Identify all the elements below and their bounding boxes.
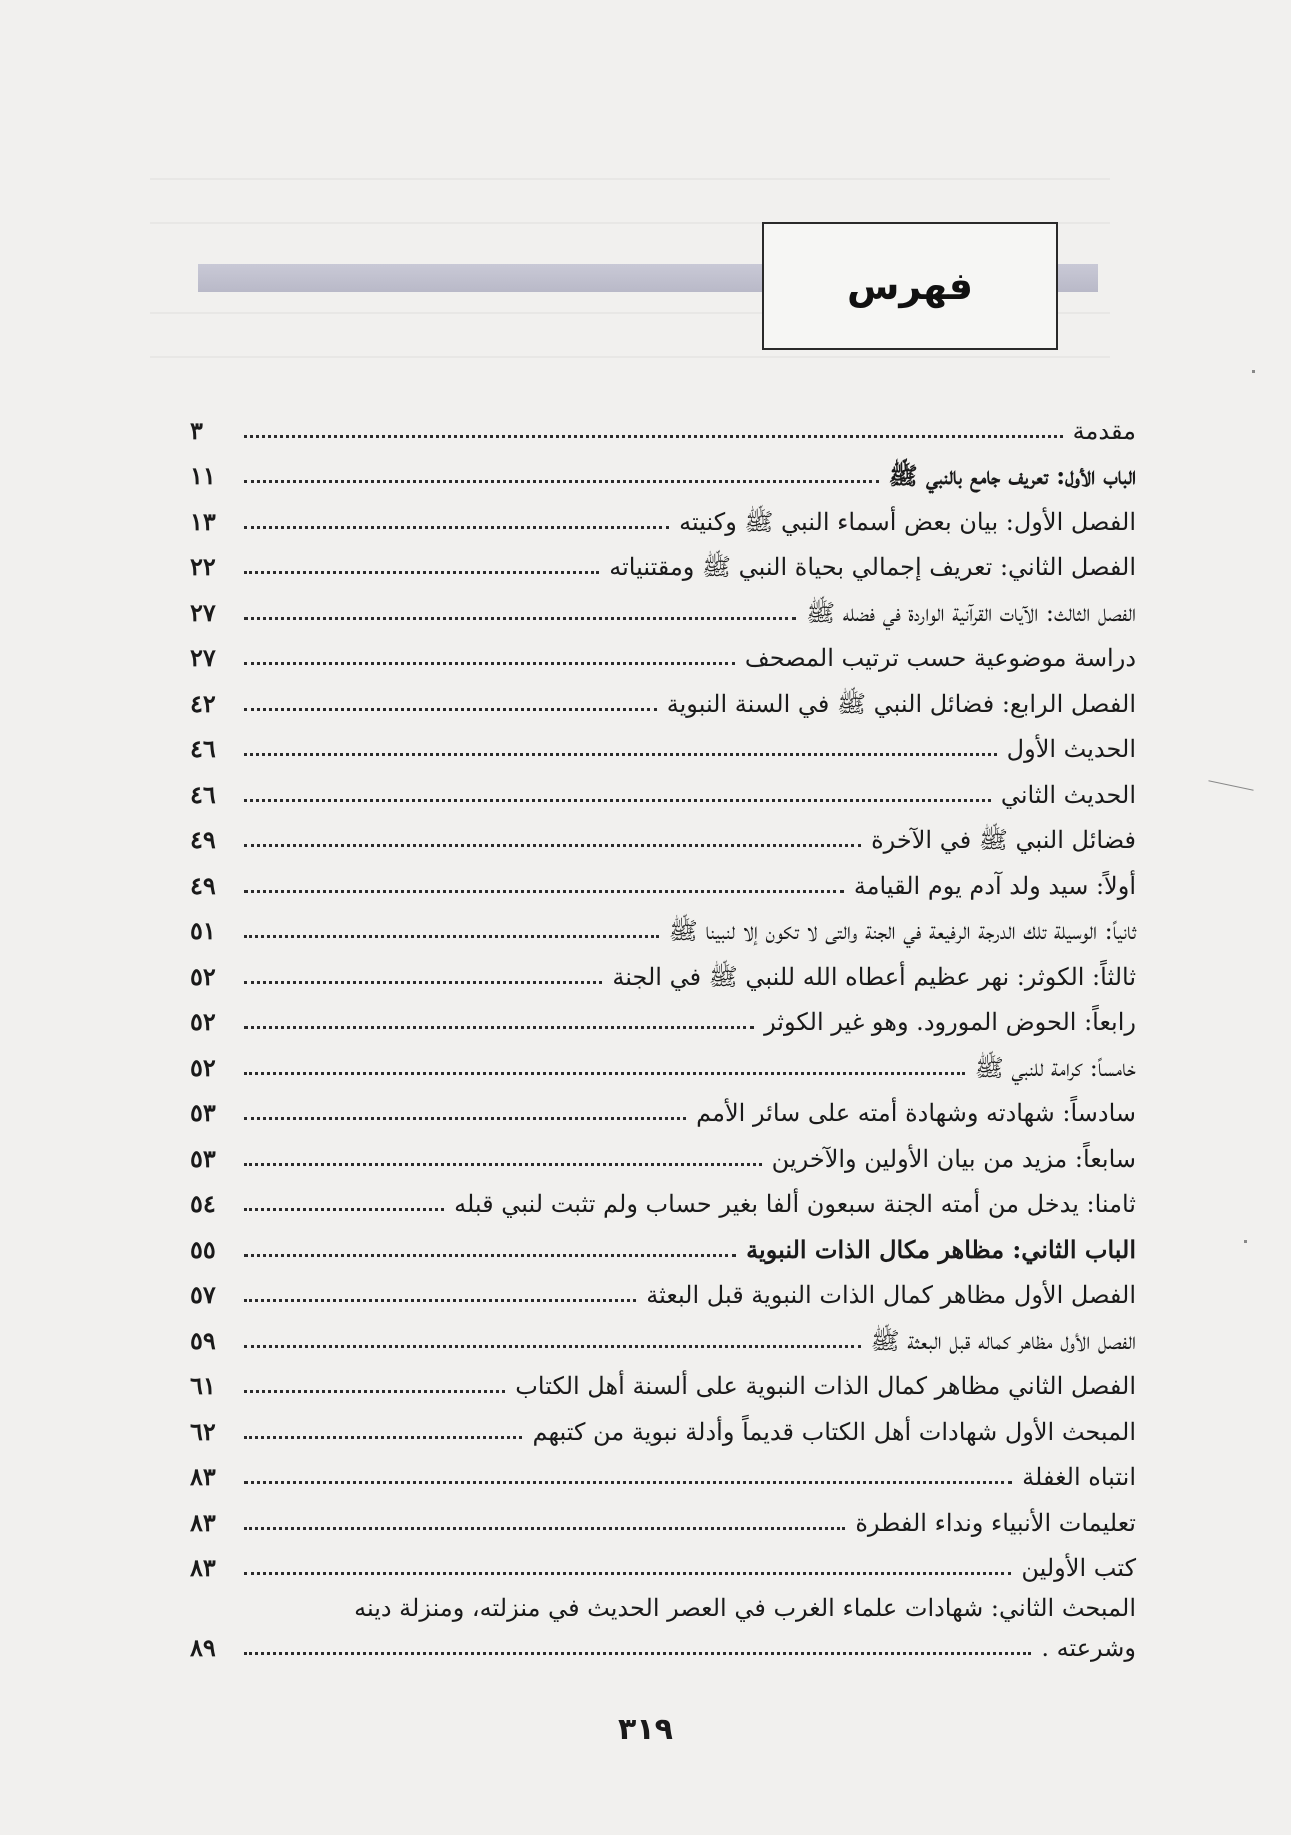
toc-entry-title: الفصل الثاني: تعريف إجمالي بحياة النبي ﷺ ومقتنياته bbox=[609, 553, 1136, 581]
toc-leader-dots bbox=[244, 1072, 965, 1075]
toc-leader-dots bbox=[244, 890, 844, 893]
toc-entry-page: ٢٧ bbox=[190, 643, 216, 672]
toc-entry-page: ٤٦ bbox=[190, 779, 216, 809]
toc-entry bbox=[190, 719, 1136, 765]
toc-entry-title: خامساً: كرامة للنبي ﷺ bbox=[974, 1053, 1136, 1082]
toc-entry bbox=[190, 1401, 1136, 1447]
toc-leader-dots bbox=[244, 1345, 861, 1348]
toc-leader-dots bbox=[244, 1208, 444, 1211]
toc-entry bbox=[190, 1583, 1136, 1623]
toc-entry-page: ٥٢ bbox=[190, 1052, 216, 1082]
toc-entry bbox=[190, 992, 1136, 1038]
toc-entry-page: ٦٢ bbox=[190, 1416, 216, 1446]
toc-entry bbox=[190, 1174, 1136, 1220]
toc-entry-page: ٤٦ bbox=[190, 734, 216, 763]
toc-entry-title: الفصل الثاني مظاهر كمال الذات النبوية على ألسنة أهل الكتاب bbox=[515, 1372, 1136, 1400]
toc-entry-title: دراسة موضوعية حسب ترتيب المصحف bbox=[744, 644, 1136, 672]
toc-entry bbox=[190, 1219, 1136, 1265]
toc-leader-dots bbox=[244, 1254, 736, 1257]
toc-leader-dots bbox=[244, 526, 669, 529]
toc-entry-page: ٨٣ bbox=[190, 1462, 216, 1491]
toc-entry bbox=[190, 1265, 1136, 1311]
toc-entry-page: ٨٩ bbox=[190, 1633, 216, 1662]
toc-entry bbox=[190, 1492, 1136, 1538]
toc-entry-title: أولاً: سيد ولد آدم يوم القيامة bbox=[853, 871, 1136, 900]
toc-entry-page: ٤٩ bbox=[190, 870, 216, 900]
toc-entry bbox=[190, 946, 1136, 992]
toc-entry-page: ٣ bbox=[190, 415, 203, 445]
title-box bbox=[762, 222, 1058, 350]
toc-entry bbox=[190, 1538, 1136, 1584]
toc-leader-dots bbox=[244, 799, 991, 802]
scan-scratch bbox=[1208, 780, 1253, 791]
toc-entry bbox=[190, 446, 1136, 492]
toc-entry-title: المبحث الأول شهادات أهل الكتاب قديماً وأدلة نبوية من كتبهم bbox=[532, 1417, 1136, 1446]
toc-entry-page: ٥٤ bbox=[190, 1189, 216, 1218]
toc-leader-dots bbox=[244, 571, 599, 574]
toc-entry-title: كتب الأولين bbox=[1021, 1554, 1136, 1582]
toc-entry bbox=[190, 582, 1136, 628]
toc-entry-title: فضائل النبي ﷺ في الآخرة bbox=[871, 826, 1136, 854]
toc-entry-title: المبحث الثاني: شهادات علماء الغرب في العصر الحديث في منزلته، ومنزلة دينه bbox=[354, 1594, 1136, 1622]
toc-entry-title: الباب الثاني: مظاهر مكال الذات النبوية bbox=[746, 1234, 1136, 1264]
bleed-through-line bbox=[150, 178, 1110, 180]
scan-speck bbox=[1252, 370, 1255, 373]
toc-leader-dots bbox=[244, 753, 997, 756]
page-number: ٣١٩ bbox=[618, 1712, 673, 1747]
toc-leader-dots bbox=[244, 617, 796, 620]
toc-entry-title: ثامنا: يدخل من أمته الجنة سبعون ألفا بغير حساب ولم تثبت لنبي قبله bbox=[454, 1190, 1136, 1218]
toc-leader-dots bbox=[244, 844, 861, 847]
toc-entry-title: وشرعته . bbox=[1041, 1634, 1136, 1662]
toc-entry bbox=[190, 1356, 1136, 1402]
toc-entry-page: ٨٣ bbox=[190, 1553, 216, 1582]
page-title: فهرس bbox=[846, 264, 974, 308]
toc-leader-dots bbox=[244, 1163, 762, 1166]
toc-entry-title: رابعاً: الحوض المورود. وهو غير الكوثر bbox=[764, 1008, 1136, 1036]
toc-leader-dots bbox=[244, 435, 1063, 438]
toc-leader-dots bbox=[244, 1527, 845, 1530]
toc-entry-page: ٤٢ bbox=[190, 688, 216, 718]
toc-leader-dots bbox=[244, 662, 735, 665]
toc-entry-title: الفصل الأول مظاهر كماله قبل البعثة ﷺ bbox=[870, 1326, 1136, 1355]
toc-entry-page: ١١ bbox=[190, 461, 216, 490]
toc-entry-title: ثالثاً: الكوثر: نهر عظيم أعطاه الله للنبي ﷺ في الجنة bbox=[612, 962, 1136, 991]
toc-entry-page: ٥٩ bbox=[190, 1325, 216, 1355]
toc-entry bbox=[190, 1083, 1136, 1129]
toc-leader-dots bbox=[244, 1026, 754, 1029]
toc-entry bbox=[190, 628, 1136, 674]
toc-leader-dots bbox=[244, 935, 659, 938]
toc-leader-dots bbox=[244, 480, 879, 483]
toc-entry-page: ٥٣ bbox=[190, 1098, 216, 1127]
toc-entry bbox=[190, 537, 1136, 583]
toc-entry-title: سادساً: شهادته وشهادة أمته على سائر الأمم bbox=[696, 1099, 1136, 1127]
toc-entry-page: ٥٢ bbox=[190, 1007, 216, 1036]
toc-entry-page: ٤٩ bbox=[190, 825, 216, 854]
toc-entry-page: ٨٣ bbox=[190, 1507, 216, 1537]
toc-entry-title: مقدمة bbox=[1072, 416, 1136, 445]
toc-entry bbox=[190, 1128, 1136, 1174]
toc-leader-dots bbox=[244, 1572, 1011, 1575]
toc-entry-page: ٥٧ bbox=[190, 1280, 216, 1309]
toc-entry-title: سابعاً: مزيد من بيان الأولين والآخرين bbox=[771, 1144, 1136, 1173]
toc-entry-page: ١٣ bbox=[190, 506, 216, 536]
toc-entry bbox=[190, 901, 1136, 947]
toc-entry bbox=[190, 1310, 1136, 1356]
toc-entry-title: الباب الأول: تعريف جامع بالنبي ﷺ bbox=[888, 461, 1136, 490]
toc-entry-title: الفصل الأول: بيان بعض أسماء النبي ﷺ وكنيته bbox=[679, 507, 1136, 536]
toc-entry bbox=[190, 1037, 1136, 1083]
toc-leader-dots bbox=[244, 981, 602, 984]
toc-entry-title: ثانياً: الوسيلة تلك الدرجة الرفيعة في الجنة والتى لا تكون إلا لنبينا ﷺ bbox=[668, 917, 1136, 945]
toc-entry-title: الحديث الأول bbox=[1006, 735, 1136, 763]
toc-leader-dots bbox=[244, 1390, 505, 1393]
toc-entry bbox=[190, 673, 1136, 719]
toc-entry-title: تعليمات الأنبياء ونداء الفطرة bbox=[855, 1508, 1136, 1537]
toc-entry bbox=[190, 400, 1136, 446]
table-of-contents bbox=[190, 400, 1136, 1663]
toc-entry bbox=[190, 1447, 1136, 1493]
toc-entry bbox=[190, 855, 1136, 901]
toc-leader-dots bbox=[244, 708, 657, 711]
toc-entry bbox=[190, 810, 1136, 856]
toc-entry bbox=[190, 764, 1136, 810]
toc-leader-dots bbox=[244, 1117, 686, 1120]
toc-entry-page: ٢٧ bbox=[190, 597, 216, 627]
toc-entry-page: ٥٥ bbox=[190, 1234, 216, 1264]
bleed-through-line bbox=[150, 356, 1110, 358]
toc-entry-page: ٥١ bbox=[190, 916, 216, 945]
scan-speck bbox=[1244, 1240, 1247, 1243]
toc-entry-page: ٥٢ bbox=[190, 961, 216, 991]
toc-leader-dots bbox=[244, 1299, 636, 1302]
toc-entry-title: الفصل الثالث: الآيات القرآنية الواردة في فضله ﷺ bbox=[806, 598, 1136, 627]
toc-entry-continuation bbox=[190, 1623, 1136, 1663]
toc-entry bbox=[190, 491, 1136, 537]
toc-entry-title: الفصل الرابع: فضائل النبي ﷺ في السنة النبوية bbox=[666, 689, 1136, 718]
toc-leader-dots bbox=[244, 1652, 1031, 1655]
toc-entry-page: ٢٢ bbox=[190, 552, 216, 581]
toc-leader-dots bbox=[244, 1436, 522, 1439]
toc-entry-title: الفصل الأول مظاهر كمال الذات النبوية قبل البعثة bbox=[646, 1281, 1136, 1309]
toc-leader-dots bbox=[244, 1481, 1012, 1484]
toc-entry-page: ٥٣ bbox=[190, 1143, 216, 1173]
toc-entry-title: الحديث الثاني bbox=[1000, 780, 1136, 809]
toc-entry-title: انتباه الغفلة bbox=[1022, 1463, 1136, 1491]
toc-entry-page: ٦١ bbox=[190, 1371, 216, 1400]
